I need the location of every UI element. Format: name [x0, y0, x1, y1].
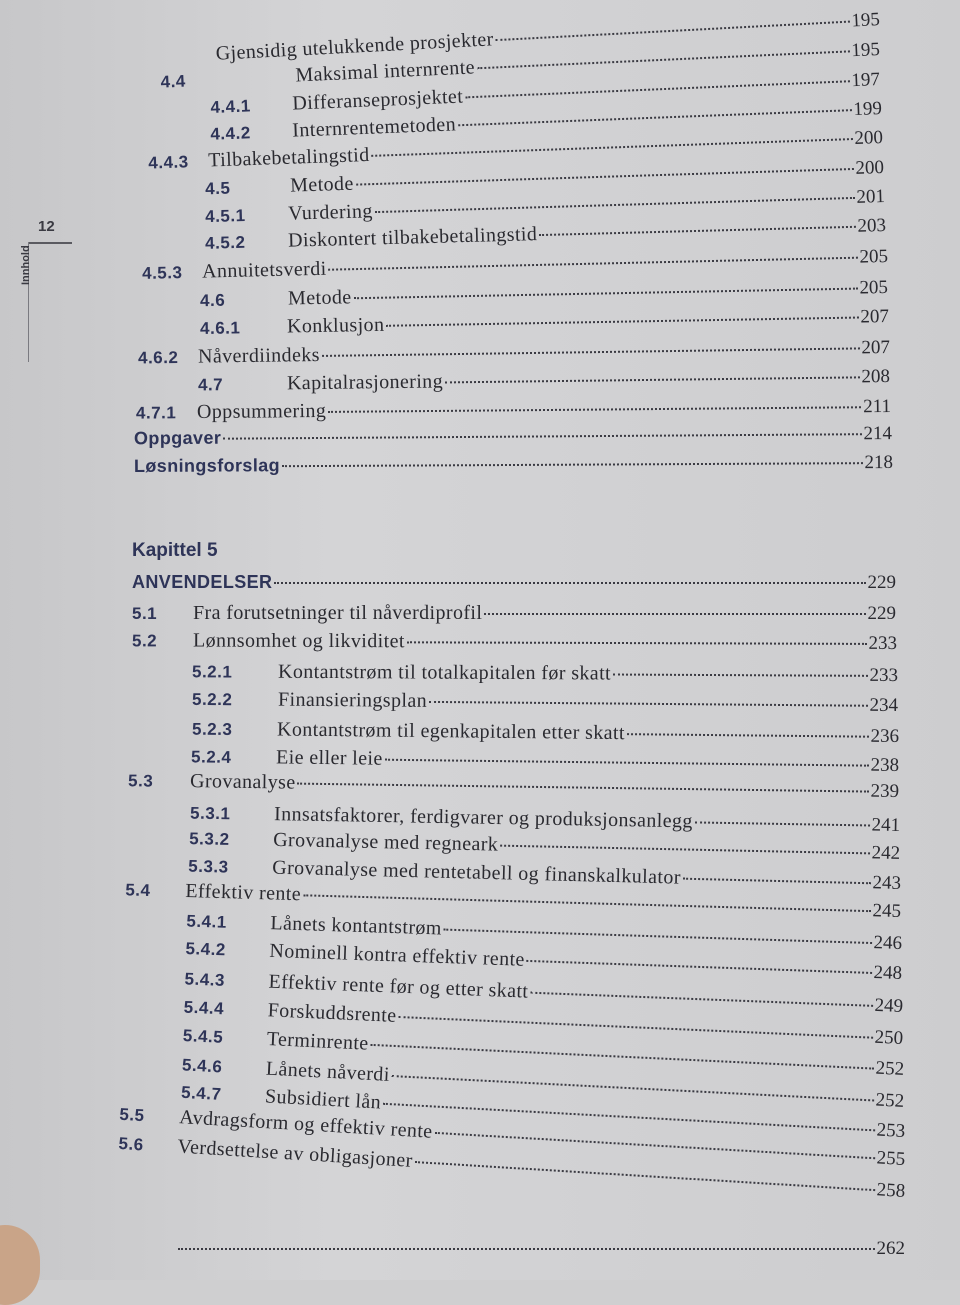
toc-entry-page: 250 — [874, 1026, 904, 1049]
toc-entry-title: Kontantstrøm til egenkapitalen etter skatt — [276, 718, 625, 745]
toc-entry-number: 5.3.3 — [188, 856, 229, 877]
toc-entry — [192, 660, 898, 692]
toc-entry-title: Diskontert tilbakebetalingstid — [287, 223, 538, 252]
toc-entry-page: 238 — [870, 754, 900, 776]
dot-leader — [322, 347, 860, 357]
dot-leader — [477, 50, 850, 69]
dot-leader — [328, 406, 861, 413]
toc-entry-title: ANVENDELSER — [132, 572, 273, 592]
toc-entry-title: Subsidiert lån — [264, 1085, 382, 1114]
toc-entry-page: 200 — [854, 127, 884, 149]
toc-entry-title: Lønnsomhet og likviditet — [192, 629, 405, 653]
dot-leader — [613, 674, 867, 677]
toc-entry-page: 195 — [850, 9, 881, 32]
toc-entry-title: Innsatsfaktorer, ferdigvarer og produksjonsanlegg — [273, 803, 693, 833]
toc-entry-title: Grovanalyse med regneark — [272, 828, 499, 856]
toc-entry-number: 4.6 — [199, 290, 226, 311]
dot-leader — [444, 929, 872, 944]
toc-entry-number: 5.4.4 — [183, 997, 225, 1019]
margin-rule — [28, 242, 72, 244]
toc-entry-page: 200 — [855, 157, 885, 179]
dot-leader — [465, 80, 849, 98]
toc-entry-title: Vurdering — [287, 200, 374, 225]
toc-entry-number: 5.3 — [127, 771, 154, 791]
toc-entry-number: 5.6 — [118, 1133, 145, 1155]
dot-leader — [695, 821, 870, 826]
toc-entry-title: Finansieringsplan — [277, 688, 428, 712]
toc-entry-page: 246 — [873, 932, 903, 954]
toc-entry-title: Metode — [289, 172, 355, 197]
toc-entry-page: 203 — [857, 215, 887, 237]
dot-leader — [282, 462, 862, 467]
toc-entry-number: 4.7.1 — [135, 403, 177, 423]
toc-entry-page: 214 — [863, 423, 893, 445]
page-number: 12 — [38, 218, 55, 235]
toc-entry-page: 239 — [870, 780, 900, 802]
toc-entry-page: 253 — [876, 1119, 906, 1142]
toc-entry-title: Forskuddsrente — [267, 999, 398, 1027]
toc-entry-number: 5.3.1 — [189, 803, 231, 824]
dot-leader — [329, 257, 858, 271]
toc-entry-page: 211 — [863, 396, 892, 418]
dot-leader — [530, 992, 872, 1007]
dot-leader — [683, 878, 871, 885]
toc-entry-title: Internrentemetoden — [291, 113, 457, 142]
chapter-label: Kapittel 5 — [132, 540, 218, 561]
toc-entry-title: Konklusjon — [286, 313, 385, 338]
toc-entry-number: 5.4.2 — [185, 938, 227, 960]
toc-entry-title: Metode — [287, 286, 352, 310]
toc-entry-number: 5.4.6 — [181, 1055, 223, 1077]
toc-entry-title: Nominell kontra effektiv rente — [269, 939, 526, 971]
toc-entry-number: 4.5 — [204, 178, 231, 199]
toc-entry-number: 5.2 — [131, 631, 158, 651]
toc-entry — [192, 688, 898, 722]
dot-leader — [627, 733, 869, 738]
toc-entry-title: Effektiv rente før og etter skatt — [268, 970, 529, 1003]
toc-entry-page: 233 — [869, 664, 899, 686]
dot-leader — [458, 109, 851, 126]
toc-entry-page: 197 — [850, 69, 881, 92]
toc-entry-title: Fra forutsetninger til nåverdiprofil — [193, 602, 483, 624]
toc-entry-title: Maksimal internrente — [294, 56, 476, 87]
toc-entry-page: 242 — [871, 842, 901, 864]
toc-entry-page: 199 — [853, 98, 883, 121]
toc-entry-title: Nåverdiindeks — [197, 343, 321, 368]
thumb — [0, 1225, 40, 1305]
toc-entry-title: Løsningsforslag — [133, 455, 281, 476]
toc-entry-page: 262 — [876, 1238, 905, 1259]
dot-leader — [356, 168, 854, 186]
dot-leader — [303, 894, 871, 912]
dot-leader — [223, 433, 861, 439]
dot-leader — [298, 783, 869, 793]
toc-entry-number: 5.4.5 — [182, 1026, 224, 1047]
dot-leader — [354, 288, 858, 300]
toc-entry-title: Terminrente — [266, 1027, 370, 1055]
running-head-label: Innhold — [20, 245, 32, 285]
toc-entry-number: 4.4.1 — [210, 96, 252, 118]
toc-entry-page: 229 — [867, 603, 896, 624]
toc-entry-title: Kontantstrøm til totalkapitalen før skatt — [277, 660, 612, 685]
toc-entry-number: 5.3.2 — [189, 829, 230, 849]
toc-entry-title: Grovanalyse — [189, 770, 296, 794]
toc-entry-number: 5.4.1 — [186, 911, 228, 932]
toc-entry-page: 195 — [850, 39, 881, 62]
dot-leader — [386, 317, 858, 327]
toc-entry — [132, 602, 896, 630]
toc-entry-page: 252 — [875, 1089, 905, 1112]
toc-entry-page: 248 — [873, 962, 903, 984]
toc-entry-page: 218 — [864, 452, 894, 474]
toc-entry-number: 5.5 — [118, 1104, 146, 1126]
toc-entry-page: 234 — [869, 694, 899, 716]
toc-entry-title: Tilbakebetalingstid — [207, 143, 370, 172]
toc-entry-number: 5.2.2 — [191, 689, 233, 710]
toc-entry-number: 4.5.2 — [204, 232, 246, 253]
dot-leader — [445, 376, 859, 383]
dot-leader — [398, 1016, 872, 1039]
toc-entry-page: 249 — [874, 994, 904, 1017]
toc-entry-page: 241 — [871, 814, 901, 836]
dot-leader — [274, 582, 865, 584]
toc-entry-number: 5.2.3 — [191, 719, 233, 740]
toc-entry-number: 4.6.1 — [199, 318, 241, 339]
toc-entry-page: 201 — [856, 186, 886, 208]
toc-entry-title: Differanseprosjektet — [291, 85, 464, 115]
toc-entry-number: 5.1 — [132, 604, 158, 623]
toc-entry-number: 5.4.3 — [184, 969, 226, 990]
toc-entry-title: Lånets kontantstrøm — [270, 912, 443, 940]
toc-entry-title: Verdsettelse av obligasjoner — [176, 1135, 414, 1172]
toc-entry-page: 207 — [860, 306, 890, 328]
toc-entry-page: 258 — [876, 1179, 906, 1202]
toc-entry-number: 4.5.1 — [204, 205, 246, 227]
toc-entry-page: 245 — [872, 900, 902, 922]
toc-entry-number: 5.4 — [125, 880, 151, 901]
toc-entry-title: Oppgaver — [133, 427, 222, 449]
toc-entry-number: 4.4.3 — [148, 152, 189, 173]
dot-leader — [527, 960, 872, 974]
toc-entry-page: 243 — [872, 872, 902, 894]
toc-entry-page: 233 — [868, 632, 898, 654]
toc-entry — [132, 629, 897, 660]
toc-entry-page: 229 — [867, 572, 896, 593]
toc-entry-title: Gjensidig utelukkende prosjekter — [215, 28, 495, 65]
toc-entry-number: 4.4 — [160, 71, 187, 92]
dot-leader — [496, 21, 850, 42]
toc-entry-number: 4.7 — [197, 375, 224, 395]
dot-leader — [484, 613, 865, 615]
dot-leader — [372, 138, 853, 157]
toc-entry-number: 4.5.3 — [141, 263, 183, 283]
dot-leader — [539, 226, 855, 236]
toc-entry-title: Oppsummering — [196, 399, 327, 424]
toc-entry — [134, 452, 893, 484]
toc-entry-title: Grovanalyse med rentetabell og finanskalkulator — [271, 856, 682, 889]
toc-entry-title: Kapitalrasjonering — [286, 370, 444, 395]
dot-leader — [385, 759, 869, 767]
toc-entry — [176, 1238, 905, 1266]
toc-entry-page: 255 — [876, 1147, 906, 1170]
toc-entry-number: 4.6.2 — [137, 347, 179, 368]
toc-entry-page: 208 — [861, 366, 891, 388]
toc-entry-title: Effektiv rente — [185, 880, 302, 906]
toc-entry-number: 5.4.7 — [180, 1082, 222, 1104]
toc-entry-number — [161, 60, 216, 63]
toc-entry-title: Eie eller leie — [275, 746, 383, 770]
dot-leader — [429, 701, 867, 707]
toc-entry-page: 205 — [859, 277, 889, 299]
toc-entry-page: 236 — [870, 725, 900, 747]
toc-entry-number: 5.2.4 — [190, 747, 232, 767]
toc-entry-number: 4.4.2 — [210, 123, 252, 144]
dot-leader — [407, 641, 867, 645]
toc-entry — [132, 572, 896, 600]
toc-entry-page: 207 — [861, 337, 891, 359]
toc-entry-title: Avdragsform og effektiv rente — [178, 1106, 434, 1143]
dot-leader — [178, 1248, 875, 1250]
dot-leader — [375, 197, 855, 213]
toc-entry-page: 252 — [875, 1057, 905, 1080]
dot-leader — [500, 845, 869, 855]
toc-entry-title: Annuitetsverdi — [201, 257, 327, 283]
toc-entry-number: 5.2.1 — [191, 662, 233, 682]
toc-entry-page: 205 — [859, 246, 889, 268]
toc-entry — [134, 423, 892, 456]
toc-entry-title: Lånets nåverdi — [265, 1057, 391, 1086]
